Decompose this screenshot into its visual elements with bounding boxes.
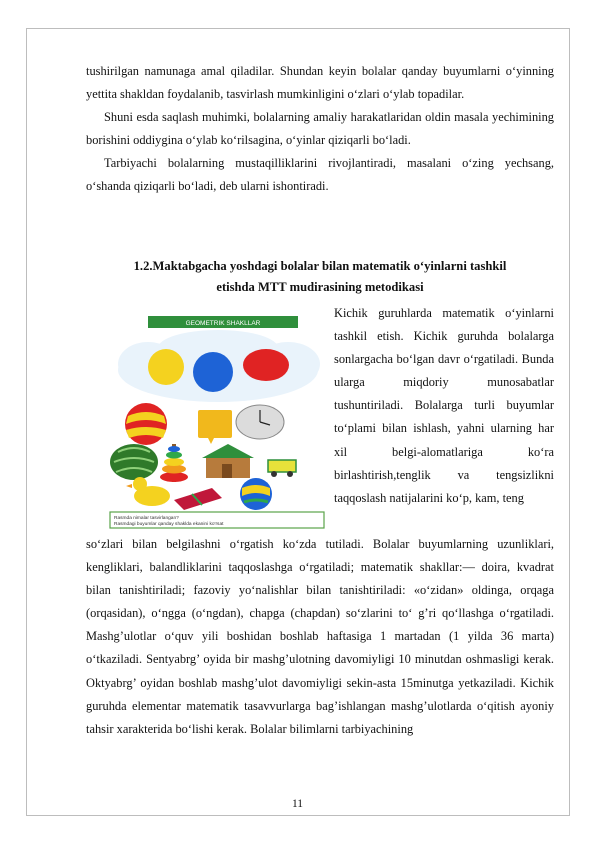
float-paragraph-small-groups: Kichik guruhlarda matematik o‘yinlarni tashkil etish. Kichik guruhda bolalarga sonlargacha bo‘lgan davr o‘rgatiladi. Bunda ularga miqdoriy munosabatlar tushuntiriladi. Bolalarga turli buyumlar to‘plami bilan ishlash, yahni ularning har xil belgi-alomatlariga ko‘ra birlashtirish,tenglik va tengsizlikni taqqoslash natijalarini ko‘p, kam, teng [334, 306, 554, 505]
figure-illustration [108, 312, 326, 530]
red-circle [243, 349, 289, 381]
section-heading [86, 256, 554, 298]
paragraph-continuation: tushirilgan namunaga amal qiladilar. Shundan keyin bolalar qanday buyumlarni o‘yinning yettita shakldan foydalanib, tasvirlash mumkinligini o‘zlari o‘ylab topadilar. [86, 64, 554, 102]
paragraph-lessons: so‘zlari bilan belgilashni o‘rgatish ko‘zda tutiladi. Bolalar buyumlarning uzunliklari, kengliklari, balandliklarini taqqoslashga o‘rgatiladi; matematik shakllar:— doira, kvadrat bilan tanishtiriladi; fazoviy yo‘nalishlar bilan tanishtiriladi: «o‘zidan» oldinga, orqaga (orqasidan), o‘ngga (o‘ngdan), chapga (chapdan) so‘zlarini to‘ g’ri qo‘llashga o‘rgatiladi. Mashg’ulotlar o‘quv yili boshidan boshlab haftasiga 1 martadan (1 yilda 36 marta) o‘tkaziladi. Sentyabrg’ oyida bir mashg’ulotning davomiyligi 10 minutdan oshmasligi kerak. Oktyabrg’ oyidan boshlab mashg’ulot davomiyligi sekin-asta 15minutga yetkaziladi. Kichik guruhda elementar matematik tasavvurlarga bag’ishlangan mashg’ulotlarda o‘qitish ayoniy tahsir xarakterida bo‘lishi kerak. Bolalar bilimlarni tarbiyachining [86, 537, 554, 736]
striped-ball-icon [240, 478, 272, 510]
blue-circle [193, 352, 233, 392]
figure-caption-question: Rasmda nimalar tasvirlangan? [114, 516, 179, 521]
page-number: 11 [291, 798, 304, 810]
figure-caption-instruction: Rasmdagi buyumlar qanday shaklda ekanini ko'rsat [114, 522, 224, 527]
figure-title: GEOMETRIK SHAKLLAR [185, 320, 261, 327]
geometric-shapes-figure [108, 312, 326, 530]
section-heading-line2: etishda MTT mudirasining metodikasi [216, 280, 424, 294]
paragraph-games-interest: Shuni esda saqlash muhimki, bolalarning amaliy harakatlaridan oldin masala yechimining borishini oddiygina o‘ylab ko‘rilsagina, o‘yinlar qiziqarli bo‘ladi. [86, 110, 554, 148]
paragraph-teacher-independence: Tarbiyachi bolalarning mustaqilliklarini rivojlantiradi, masalani o‘zing yechsang, o‘shanda qiziqarli bo‘ladi, deb ularni ishontiradi. [86, 156, 554, 194]
clock-icon [236, 405, 284, 439]
bottom-text-block [86, 533, 554, 741]
ball-icon [125, 403, 167, 445]
melon-icon [110, 444, 158, 480]
yellow-circle [148, 349, 184, 385]
section-heading-line1: 1.2.Maktabgacha yoshdagi bolalar bilan matematik o‘yinlarni tashkil [133, 259, 507, 273]
top-text-block [86, 60, 554, 199]
